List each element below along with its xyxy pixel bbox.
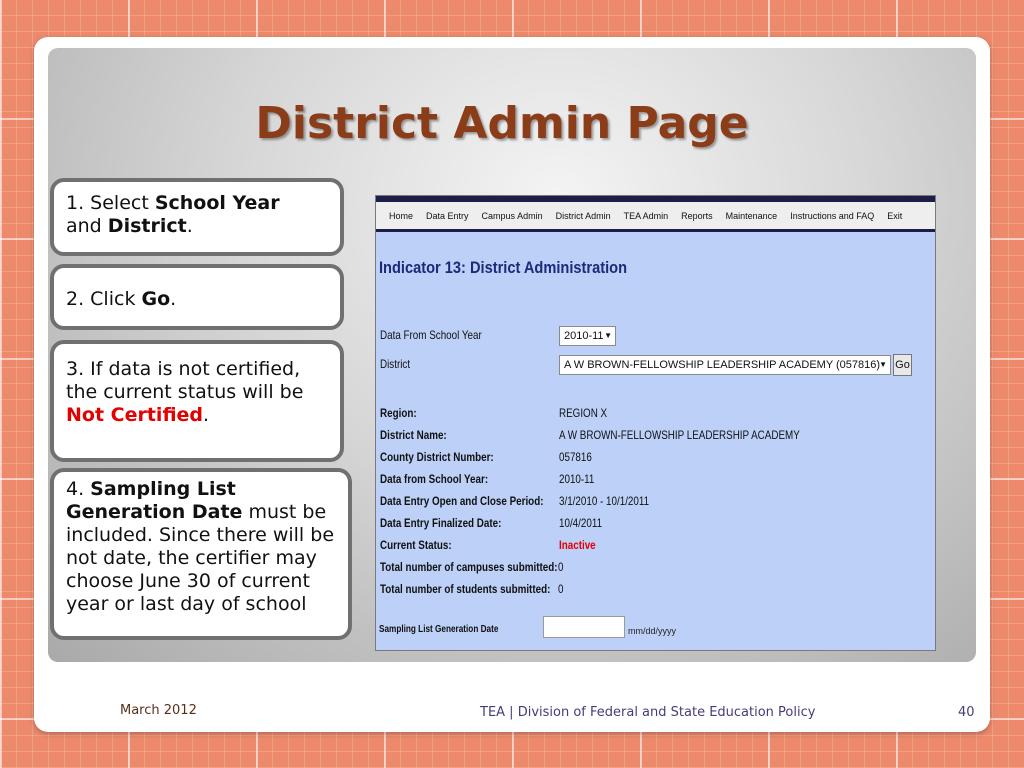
nav-campus-admin[interactable]: Campus Admin bbox=[481, 210, 543, 221]
district-label: District bbox=[380, 357, 411, 371]
district-select[interactable]: A W BROWN-FELLOWSHIP LEADERSHIP ACADEMY (057816) ▼ bbox=[559, 355, 891, 375]
nav-maintenance[interactable]: Maintenance bbox=[725, 210, 778, 221]
nav-data-entry[interactable]: Data Entry bbox=[426, 210, 469, 221]
app-heading: Indicator 13: District Administration bbox=[379, 258, 628, 277]
footer-date: March 2012 bbox=[120, 703, 197, 718]
current-status-label: Current Status: bbox=[380, 538, 452, 552]
data-school-year-label: Data from School Year: bbox=[380, 472, 489, 486]
callout-step-1: 1. Select School Year and District. bbox=[50, 178, 344, 256]
open-close-period-label: Data Entry Open and Close Period: bbox=[380, 494, 544, 508]
date-format-hint: mm/dd/yyyy bbox=[628, 626, 677, 636]
campuses-submitted-label: Total number of campuses submitted: bbox=[380, 560, 558, 574]
sampling-date-label: Sampling List Generation Date bbox=[379, 624, 499, 635]
page-title: District Admin Page bbox=[255, 98, 749, 149]
students-submitted-label: Total number of students submitted: bbox=[380, 582, 551, 596]
district-name-value: A W BROWN-FELLOWSHIP LEADERSHIP ACADEMY bbox=[559, 428, 800, 442]
current-status-value: Inactive bbox=[559, 538, 596, 552]
nav-tea-admin[interactable]: TEA Admin bbox=[623, 210, 669, 221]
nav-reports[interactable]: Reports bbox=[681, 210, 713, 221]
students-submitted-value: 0 bbox=[558, 582, 564, 596]
finalized-date-label: Data Entry Finalized Date: bbox=[380, 516, 502, 530]
callout-step-2: 2. Click Go. bbox=[50, 264, 344, 330]
finalized-date-value: 10/4/2011 bbox=[559, 516, 603, 530]
district-admin-screenshot bbox=[375, 195, 936, 651]
sampling-date-input[interactable] bbox=[543, 616, 625, 638]
chevron-down-icon: ▼ bbox=[604, 331, 612, 340]
nav-district-admin[interactable]: District Admin bbox=[555, 210, 611, 221]
page-number: 40 bbox=[958, 705, 975, 720]
go-button[interactable]: Go bbox=[893, 354, 912, 376]
open-close-period-value: 3/1/2010 - 10/1/2011 bbox=[559, 494, 650, 508]
top-nav-bar bbox=[376, 196, 935, 232]
nav-instructions-faq[interactable]: Instructions and FAQ bbox=[790, 210, 875, 221]
nav-home[interactable]: Home bbox=[389, 210, 414, 221]
footer-organization: TEA | Division of Federal and State Education Policy bbox=[480, 705, 816, 720]
region-label: Region: bbox=[380, 406, 417, 420]
campuses-submitted-value: 0 bbox=[558, 560, 564, 574]
county-district-number-value: 057816 bbox=[559, 450, 592, 464]
callout-step-4: 4. Sampling List Generation Date must be included. Since there will be not date, the certifier may choose June 30 of current year or last day of school bbox=[50, 468, 352, 640]
nav-exit[interactable]: Exit bbox=[887, 210, 903, 221]
county-district-number-label: County District Number: bbox=[380, 450, 494, 464]
data-school-year-value: 2010-11 bbox=[559, 472, 595, 486]
chevron-down-icon: ▼ bbox=[879, 360, 887, 369]
region-value: REGION X bbox=[559, 406, 608, 420]
school-year-select[interactable]: 2010-11 ▼ bbox=[559, 326, 616, 346]
district-name-label: District Name: bbox=[380, 428, 447, 442]
school-year-label: Data From School Year bbox=[380, 328, 482, 342]
callout-step-3: 3. If data is not certified, the current status will be Not Certified. bbox=[50, 340, 344, 462]
